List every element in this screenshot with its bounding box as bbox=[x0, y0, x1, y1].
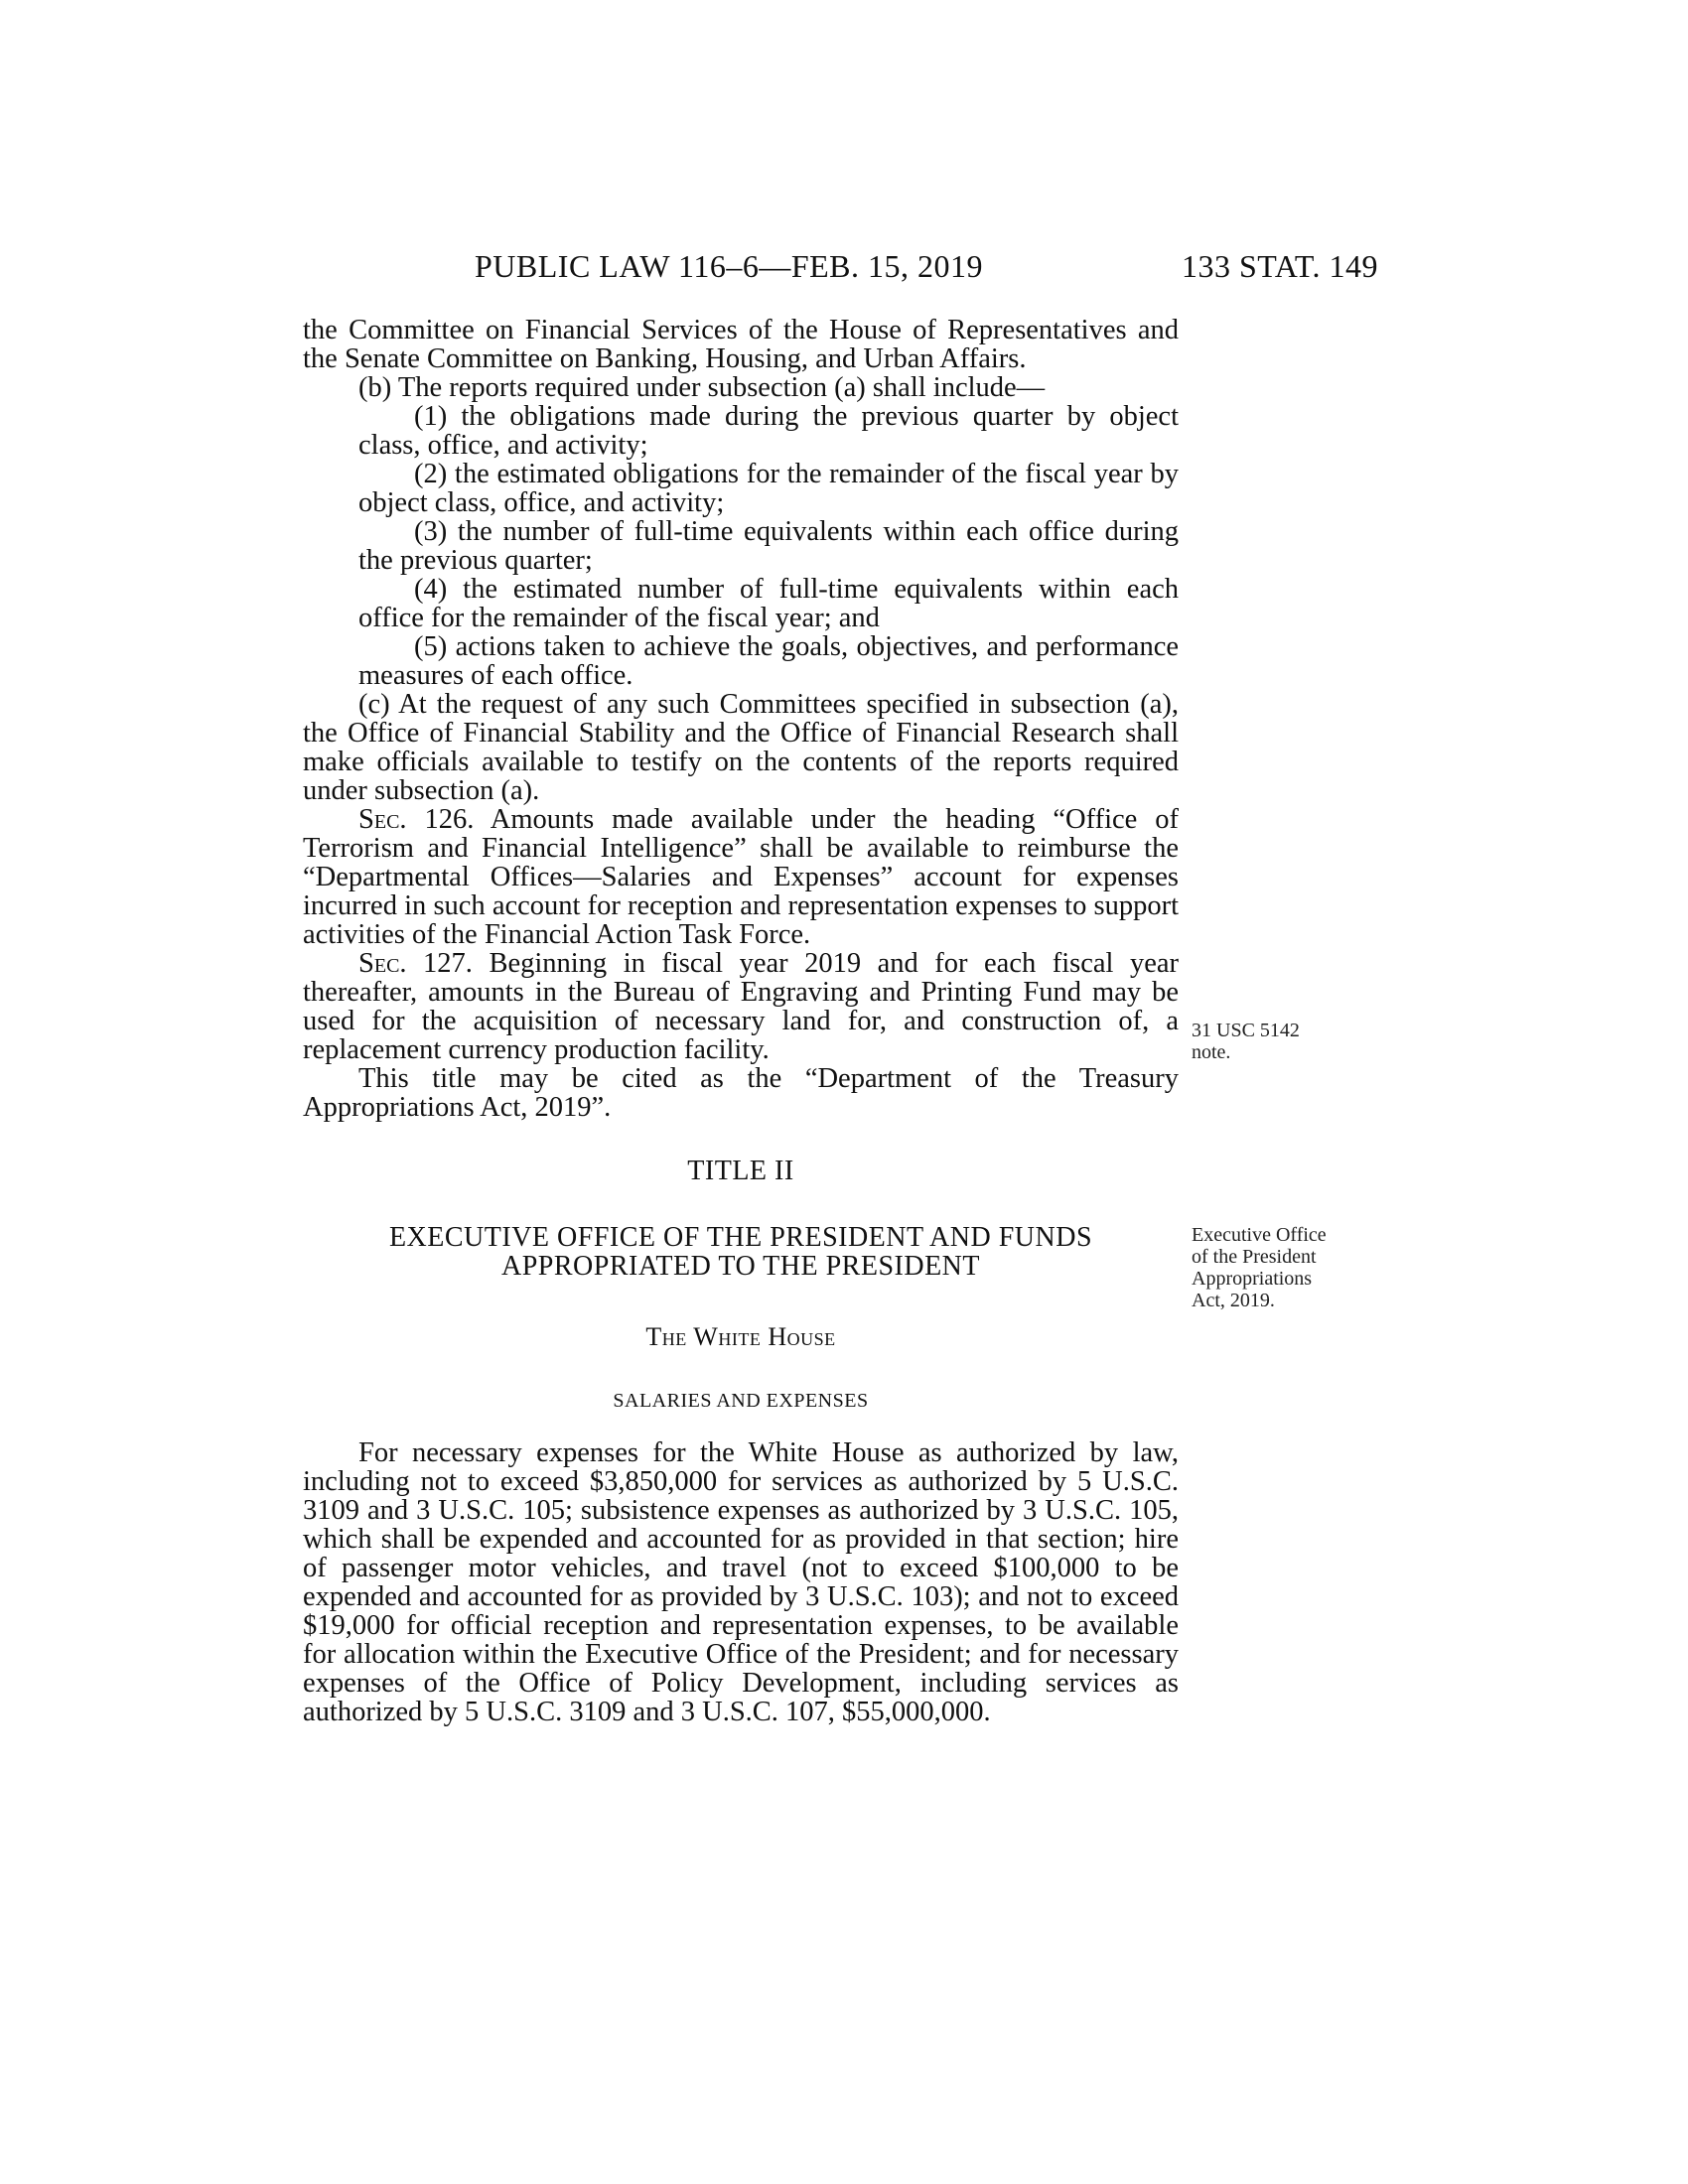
margin-note-usc bbox=[1192, 1020, 1300, 1063]
short-title-citation: This title may be cited as the “Department of the Treasury Appropriations Act, 2019”. bbox=[303, 1063, 1179, 1123]
section-126-text: Amounts made available under the heading “Office of Terrorism and Financial Intelligence” shall be available to reimburse the “Departmental Offices—Salaries and Expenses” account for expenses incurred in such account for reception and representation expenses to support activities of the Financial Action Task Force. bbox=[303, 804, 1179, 950]
margin-note-line: Executive Office bbox=[1192, 1224, 1327, 1246]
margin-note-line: Appropriations bbox=[1192, 1268, 1313, 1290]
paragraph-committee: the Committee on Financial Services of the House of Representatives and the Senate Committee on Banking, Housing, and Urban Affairs. bbox=[303, 315, 1179, 374]
page-header-title: PUBLIC LAW 116–6—FEB. 15, 2019 bbox=[475, 248, 984, 284]
margin-note-line: of the President bbox=[1192, 1246, 1317, 1268]
page-stat-number: 133 STAT. 149 bbox=[1182, 248, 1379, 284]
margin-note-usc-line1: 31 USC 5142 bbox=[1192, 1020, 1300, 1041]
office-heading-line1: EXECUTIVE OFFICE OF THE PRESIDENT AND FUNDS bbox=[388, 1222, 1093, 1253]
list-item-2: (2) the estimated obligations for the remainder of the fiscal year by object class, office, and activity; bbox=[358, 459, 1179, 518]
section-127 bbox=[303, 949, 1179, 1064]
paragraph-subsection-b: (b) The reports required under subsection (a) shall include— bbox=[358, 372, 1046, 403]
section-126 bbox=[303, 805, 1179, 949]
list-item-3: (3) the number of full-time equivalents within each office during the previous quarter; bbox=[358, 516, 1179, 576]
list-item-5: (5) actions taken to achieve the goals, objectives, and performance measures of each office. bbox=[358, 631, 1179, 691]
margin-note-usc-line2: note. bbox=[1192, 1041, 1231, 1063]
section-126-label: Sec. 126. bbox=[358, 804, 475, 835]
main-text-column bbox=[303, 316, 1179, 1726]
section-127-text: Beginning in fiscal year 2019 and for each fiscal year thereafter, amounts in the Bureau of Engraving and Printing Fund may be used for the acquisition of necessary land for, and construction of, a replacement currency production facility. bbox=[303, 948, 1179, 1065]
salaries-paragraph: For necessary expenses for the White House as authorized by law, including not to exceed $3,850,000 for services as authorized by 5 U.S.C. 3109 and 3 U.S.C. 105; subsistence expenses as authorized by 3 U.S.C. 105, which shall be expended and accounted for as provided in that section; hire of passenger motor vehicles, and travel (not to exceed $100,000 to be expended and accounted for as provided by 3 U.S.C. 103); and not to exceed $19,000 for official reception and representation expenses, to be available for allocation within the Executive Office of the President; and for necessary expenses of the Office of Policy Development, including services as authorized by 5 U.S.C. 3109 and 3 U.S.C. 107, $55,000,000. bbox=[303, 1437, 1179, 1727]
margin-note-line: Act, 2019. bbox=[1192, 1290, 1275, 1311]
white-house-heading: The White House bbox=[645, 1322, 836, 1351]
office-heading bbox=[303, 1223, 1179, 1281]
list-item-1: (1) the obligations made during the previous quarter by object class, office, and activity; bbox=[358, 401, 1179, 461]
salaries-heading: SALARIES AND EXPENSES bbox=[613, 1390, 869, 1412]
section-127-label: Sec. 127. bbox=[358, 948, 473, 979]
office-heading-line2: APPROPRIATED TO THE PRESIDENT bbox=[500, 1251, 980, 1282]
title-heading: TITLE II bbox=[687, 1156, 794, 1186]
list-item-4: (4) the estimated number of full-time equivalents within each office for the remainder of the fiscal year; and bbox=[358, 574, 1179, 633]
margin-note-short-title bbox=[1192, 1224, 1327, 1311]
paragraph-subsection-c: (c) At the request of any such Committees specified in subsection (a), the Office of Financial Stability and the Office of Financial Research shall make officials available to testify on the contents of the reports required under subsection (a). bbox=[303, 689, 1179, 806]
